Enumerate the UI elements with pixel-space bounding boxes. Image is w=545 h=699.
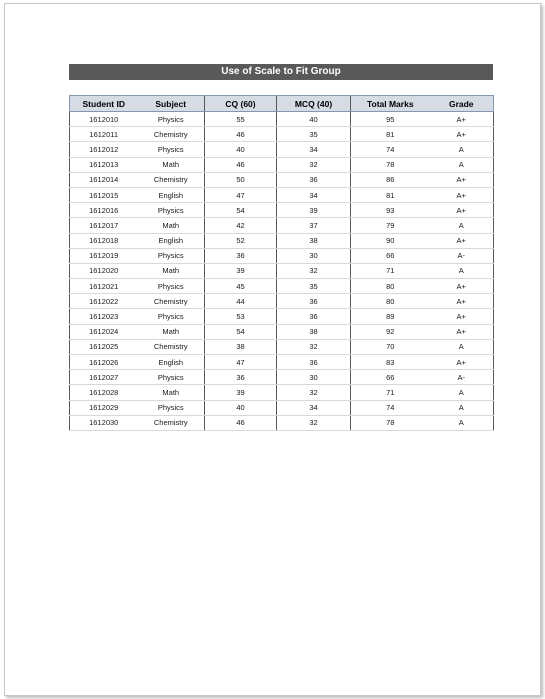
student-id-cell: 1612020	[70, 263, 138, 278]
subject-cell: English	[138, 355, 205, 370]
table-row	[70, 172, 494, 187]
grade-cell: A+	[430, 324, 494, 339]
table-row	[70, 370, 494, 385]
header-grade: Grade	[430, 96, 494, 112]
total-marks-cell: 90	[351, 233, 430, 248]
grade-cell: A	[430, 218, 494, 233]
mcq-cell: 30	[277, 248, 351, 263]
student-id-cell: 1612028	[70, 385, 138, 400]
student-id-cell: 1612021	[70, 279, 138, 294]
grade-cell: A-	[430, 248, 494, 263]
cq-cell: 54	[205, 203, 277, 218]
subject-cell: Physics	[138, 279, 205, 294]
mcq-cell: 36	[277, 309, 351, 324]
student-id-cell: 1612011	[70, 127, 138, 142]
cq-cell: 36	[205, 248, 277, 263]
student-id-cell: 1612022	[70, 294, 138, 309]
cq-cell: 46	[205, 415, 277, 430]
subject-cell: English	[138, 233, 205, 248]
subject-cell: Math	[138, 157, 205, 172]
cq-cell: 40	[205, 400, 277, 415]
total-marks-cell: 83	[351, 355, 430, 370]
cq-cell: 38	[205, 339, 277, 354]
total-marks-cell: 80	[351, 294, 430, 309]
grade-cell: A	[430, 400, 494, 415]
student-id-cell: 1612013	[70, 157, 138, 172]
subject-cell: Chemistry	[138, 294, 205, 309]
subject-cell: Physics	[138, 400, 205, 415]
mcq-cell: 39	[277, 203, 351, 218]
subject-cell: Physics	[138, 142, 205, 157]
total-marks-cell: 66	[351, 248, 430, 263]
subject-cell: Physics	[138, 370, 205, 385]
mcq-cell: 34	[277, 187, 351, 202]
total-marks-cell: 92	[351, 324, 430, 339]
mcq-cell: 30	[277, 370, 351, 385]
student-id-cell: 1612024	[70, 324, 138, 339]
grade-cell: A	[430, 415, 494, 430]
grade-cell: A+	[430, 279, 494, 294]
table-row	[70, 263, 494, 278]
table-row	[70, 112, 494, 127]
mcq-cell: 40	[277, 112, 351, 127]
mcq-cell: 32	[277, 339, 351, 354]
cq-cell: 42	[205, 218, 277, 233]
student-id-cell: 1612030	[70, 415, 138, 430]
mcq-cell: 32	[277, 157, 351, 172]
cq-cell: 54	[205, 324, 277, 339]
total-marks-cell: 81	[351, 127, 430, 142]
table-row	[70, 127, 494, 142]
header-cq: CQ (60)	[205, 96, 277, 112]
student-id-cell: 1612017	[70, 218, 138, 233]
total-marks-cell: 78	[351, 157, 430, 172]
total-marks-cell: 71	[351, 263, 430, 278]
table-row	[70, 248, 494, 263]
mcq-cell: 34	[277, 142, 351, 157]
header-subject: Subject	[138, 96, 205, 112]
grade-cell: A	[430, 339, 494, 354]
student-id-cell: 1612012	[70, 142, 138, 157]
cq-cell: 46	[205, 157, 277, 172]
subject-cell: Physics	[138, 248, 205, 263]
mcq-cell: 38	[277, 233, 351, 248]
table-row	[70, 309, 494, 324]
table-row	[70, 355, 494, 370]
student-id-cell: 1612010	[70, 112, 138, 127]
mcq-cell: 36	[277, 172, 351, 187]
table-row	[70, 324, 494, 339]
student-id-cell: 1612026	[70, 355, 138, 370]
grade-cell: A+	[430, 203, 494, 218]
mcq-cell: 37	[277, 218, 351, 233]
subject-cell: Physics	[138, 203, 205, 218]
grade-cell: A	[430, 385, 494, 400]
mcq-cell: 38	[277, 324, 351, 339]
table-row	[70, 400, 494, 415]
cq-cell: 47	[205, 355, 277, 370]
student-id-cell: 1612029	[70, 400, 138, 415]
table-row	[70, 218, 494, 233]
subject-cell: Math	[138, 218, 205, 233]
grade-cell: A	[430, 157, 494, 172]
table-row	[70, 294, 494, 309]
total-marks-cell: 71	[351, 385, 430, 400]
table-row	[70, 203, 494, 218]
table-row	[70, 142, 494, 157]
subject-cell: Chemistry	[138, 172, 205, 187]
student-id-cell: 1612018	[70, 233, 138, 248]
grade-cell: A+	[430, 233, 494, 248]
cq-cell: 45	[205, 279, 277, 294]
table-row	[70, 187, 494, 202]
total-marks-cell: 70	[351, 339, 430, 354]
subject-cell: English	[138, 187, 205, 202]
table-row	[70, 415, 494, 430]
total-marks-cell: 78	[351, 415, 430, 430]
total-marks-cell: 93	[351, 203, 430, 218]
cq-cell: 55	[205, 112, 277, 127]
subject-cell: Physics	[138, 112, 205, 127]
grade-cell: A+	[430, 127, 494, 142]
total-marks-cell: 81	[351, 187, 430, 202]
grade-cell: A-	[430, 370, 494, 385]
student-id-cell: 1612015	[70, 187, 138, 202]
grade-cell: A	[430, 263, 494, 278]
cq-cell: 36	[205, 370, 277, 385]
mcq-cell: 36	[277, 355, 351, 370]
student-id-cell: 1612025	[70, 339, 138, 354]
grade-cell: A	[430, 142, 494, 157]
total-marks-cell: 89	[351, 309, 430, 324]
cq-cell: 52	[205, 233, 277, 248]
table-row	[70, 157, 494, 172]
header-row	[70, 96, 494, 112]
table-row	[70, 339, 494, 354]
subject-cell: Chemistry	[138, 127, 205, 142]
total-marks-cell: 74	[351, 400, 430, 415]
student-id-cell: 1612027	[70, 370, 138, 385]
student-marks-table	[69, 95, 494, 431]
grade-cell: A+	[430, 309, 494, 324]
mcq-cell: 35	[277, 279, 351, 294]
cq-cell: 53	[205, 309, 277, 324]
subject-cell: Math	[138, 385, 205, 400]
student-id-cell: 1612019	[70, 248, 138, 263]
student-id-cell: 1612023	[70, 309, 138, 324]
table-row	[70, 233, 494, 248]
table-row	[70, 385, 494, 400]
total-marks-cell: 74	[351, 142, 430, 157]
subject-cell: Chemistry	[138, 339, 205, 354]
subject-cell: Chemistry	[138, 415, 205, 430]
grade-cell: A+	[430, 112, 494, 127]
subject-cell: Math	[138, 324, 205, 339]
student-id-cell: 1612016	[70, 203, 138, 218]
subject-cell: Math	[138, 263, 205, 278]
header-mcq: MCQ (40)	[277, 96, 351, 112]
mcq-cell: 35	[277, 127, 351, 142]
mcq-cell: 36	[277, 294, 351, 309]
grade-cell: A+	[430, 294, 494, 309]
mcq-cell: 32	[277, 415, 351, 430]
grade-cell: A+	[430, 172, 494, 187]
cq-cell: 50	[205, 172, 277, 187]
sheet-title: Use of Scale to Fit Group	[69, 64, 493, 80]
cq-cell: 47	[205, 187, 277, 202]
table-row	[70, 279, 494, 294]
cq-cell: 46	[205, 127, 277, 142]
cq-cell: 39	[205, 385, 277, 400]
cq-cell: 40	[205, 142, 277, 157]
mcq-cell: 32	[277, 263, 351, 278]
cq-cell: 39	[205, 263, 277, 278]
grade-cell: A+	[430, 355, 494, 370]
grade-cell: A+	[430, 187, 494, 202]
total-marks-cell: 95	[351, 112, 430, 127]
header-total-marks: Total Marks	[351, 96, 430, 112]
total-marks-cell: 86	[351, 172, 430, 187]
header-student-id: Student ID	[70, 96, 138, 112]
total-marks-cell: 79	[351, 218, 430, 233]
total-marks-cell: 80	[351, 279, 430, 294]
subject-cell: Physics	[138, 309, 205, 324]
mcq-cell: 32	[277, 385, 351, 400]
student-id-cell: 1612014	[70, 172, 138, 187]
cq-cell: 44	[205, 294, 277, 309]
total-marks-cell: 66	[351, 370, 430, 385]
mcq-cell: 34	[277, 400, 351, 415]
